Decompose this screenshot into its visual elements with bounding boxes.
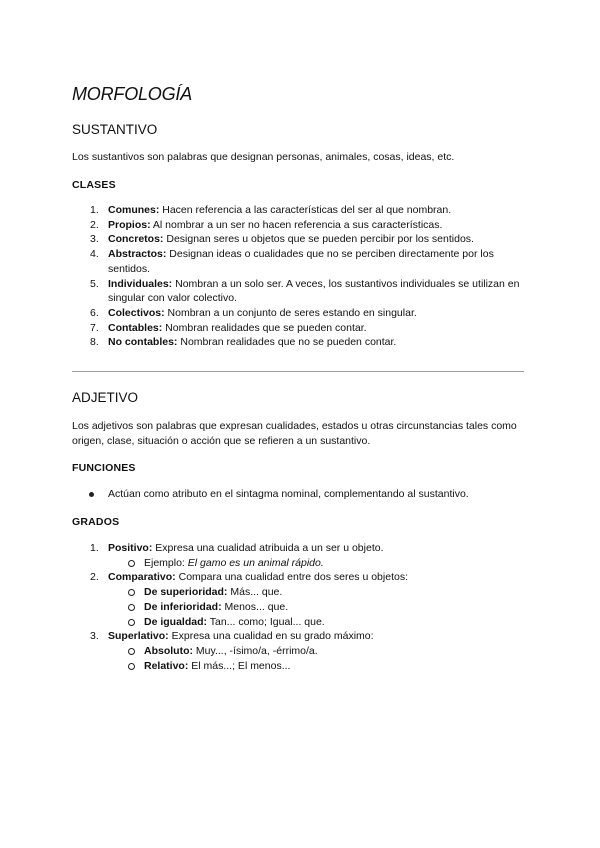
term: Comparativo: xyxy=(108,571,176,584)
definition: Designan ideas o cualidades que no se perciben directamente por los sentidos. xyxy=(108,248,494,275)
term: Superlativo: xyxy=(108,630,169,643)
definition: Muy..., -ísimo/a, -érrimo/a. xyxy=(193,644,318,657)
definition: Nombran a un solo ser. A veces, los sustantivos individuales se utilizan en singular con valor colectivo. xyxy=(108,277,520,305)
funciones-list xyxy=(72,487,528,502)
sublist-item xyxy=(72,585,528,600)
definition: Tan... como; Igual... que. xyxy=(207,615,325,628)
term: Absoluto: xyxy=(144,644,193,657)
definition: El más...; El menos... xyxy=(188,659,291,672)
list-number: 1. xyxy=(90,204,99,216)
definition: Al nombrar a un ser no hacen referencia a sus características. xyxy=(150,218,443,231)
section-heading-adjetivo: ADJETIVO xyxy=(72,390,139,405)
term: De inferioridad: xyxy=(144,600,222,613)
list-item xyxy=(72,321,528,336)
sublist-item xyxy=(72,644,528,659)
term: Concretos: xyxy=(108,233,164,246)
list-number: 2. xyxy=(90,571,99,584)
clases-heading: CLASES xyxy=(72,179,116,191)
circle-bullet-icon xyxy=(128,560,135,567)
list-number: 1. xyxy=(90,542,99,554)
definition: Más... que. xyxy=(227,586,283,599)
term: De superioridad: xyxy=(144,586,228,599)
definition: Designan seres u objetos que se pueden percibir por los sentidos. xyxy=(163,233,474,246)
funciones-heading: FUNCIONES xyxy=(72,462,136,474)
clases-list xyxy=(72,203,528,350)
list-number: 2. xyxy=(90,218,99,231)
sublist-item xyxy=(72,600,528,615)
definition: Compara una cualidad entre dos seres u objetos: xyxy=(175,571,408,584)
term: Positivo: xyxy=(108,542,153,554)
section-heading-sustantivo: SUSTANTIVO xyxy=(72,122,158,137)
definition: Hacen referencia a las características del ser al que nombran. xyxy=(159,204,452,216)
grados-list xyxy=(72,541,528,673)
list-item xyxy=(72,247,528,276)
list-number: 6. xyxy=(90,306,99,319)
sublist xyxy=(108,585,528,629)
definition: Expresa una cualidad en su grado máximo: xyxy=(168,630,374,643)
list-item xyxy=(72,541,528,570)
term: Abstractos: xyxy=(108,248,167,261)
page-title: MORFOLOGÍA xyxy=(72,84,193,104)
adjetivo-intro: Los adjetivos son palabras que expresan cualidades, estados u otras circunstancias tales como origen, clase, situación o acción que se refieren a un sustantivo. xyxy=(72,420,517,447)
circle-bullet-icon xyxy=(128,604,135,611)
term: Relativo: xyxy=(144,659,189,672)
example-label: Ejemplo: xyxy=(144,556,188,569)
list-item xyxy=(72,629,528,673)
term: Propios: xyxy=(108,218,151,231)
term: Comunes: xyxy=(108,204,160,216)
definition: Nombran realidades que se pueden contar. xyxy=(162,321,367,334)
list-item xyxy=(72,232,528,247)
definition: Expresa una cualidad atribuida a un ser u objeto. xyxy=(152,542,384,554)
sublist xyxy=(108,644,528,673)
list-item xyxy=(72,487,528,502)
list-item xyxy=(72,570,528,629)
list-number: 7. xyxy=(90,321,99,334)
example-text: El gamo es un animal rápido. xyxy=(187,556,324,569)
term: Colectivos: xyxy=(108,306,165,319)
list-item xyxy=(72,277,528,306)
list-number: 8. xyxy=(90,336,99,349)
term: No contables: xyxy=(108,336,178,349)
definition: Nombran a un conjunto de seres estando en singular. xyxy=(164,306,417,319)
sustantivo-intro: Los sustantivos son palabras que designan personas, animales, cosas, ideas, etc. xyxy=(72,151,455,163)
list-number: 3. xyxy=(90,233,99,246)
circle-bullet-icon xyxy=(128,648,135,655)
grados-heading: GRADOS xyxy=(72,516,120,528)
term: De igualdad: xyxy=(144,615,208,628)
sublist xyxy=(108,556,528,571)
sublist-item xyxy=(72,659,528,674)
circle-bullet-icon xyxy=(128,619,135,626)
sublist-item xyxy=(72,615,528,630)
list-item xyxy=(72,203,528,218)
bullet-icon xyxy=(89,492,94,497)
circle-bullet-icon xyxy=(128,663,135,670)
list-number: 5. xyxy=(90,277,99,290)
list-item xyxy=(72,218,528,233)
sublist-item xyxy=(72,556,528,571)
definition: Menos... que. xyxy=(221,600,289,613)
list-item xyxy=(72,335,528,350)
function-text: Actúan como atributo en el sintagma nominal, complementando al sustantivo. xyxy=(108,488,469,500)
term: Contables: xyxy=(108,321,163,334)
list-number: 3. xyxy=(90,630,99,643)
section-divider xyxy=(72,371,524,372)
list-item xyxy=(72,306,528,321)
term: Individuales: xyxy=(108,277,173,290)
definition: Nombran realidades que no se pueden contar. xyxy=(177,336,397,349)
circle-bullet-icon xyxy=(128,589,135,596)
list-number: 4. xyxy=(90,248,99,261)
